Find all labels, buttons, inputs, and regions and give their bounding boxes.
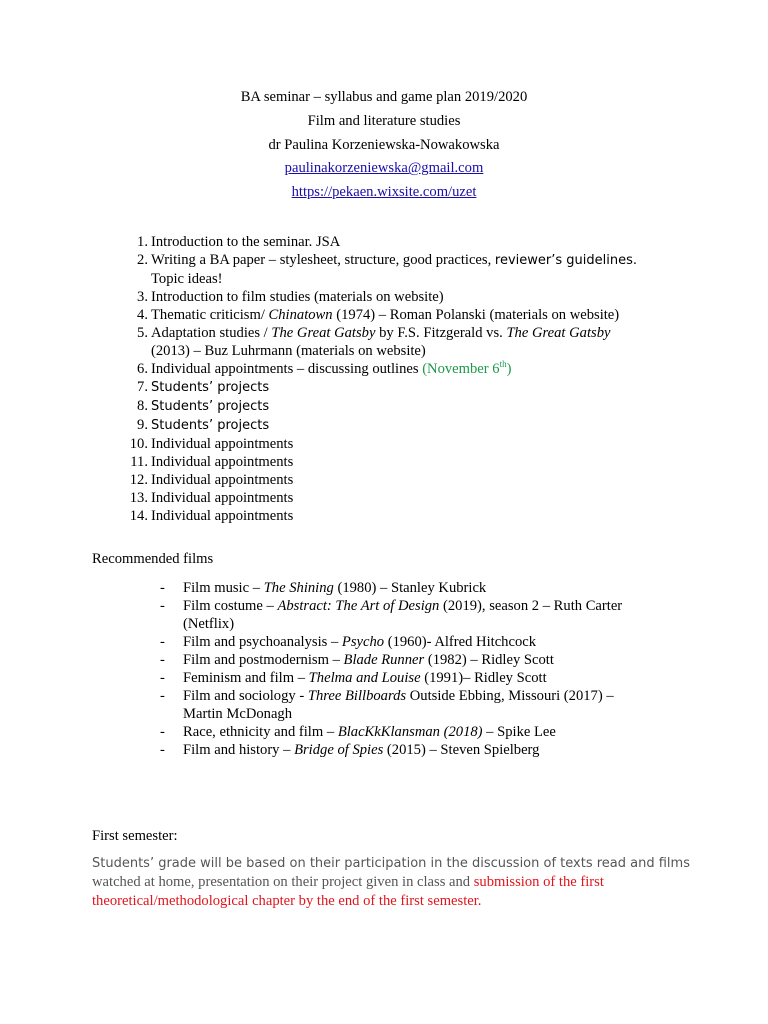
- film-list-item: [160, 597, 680, 633]
- film-title: The Great Gatsby: [506, 325, 611, 341]
- film-title: Bridge of Spies: [294, 742, 384, 758]
- schedule-item: [126, 233, 686, 251]
- item-number: 13.: [129, 490, 148, 506]
- dash-bullet: -: [160, 670, 165, 686]
- item-number: 5.: [137, 325, 148, 341]
- dash-bullet: -: [160, 652, 165, 668]
- dash-bullet: -: [160, 742, 165, 758]
- paragraph-text: Students’ grade will be based on their participation in the discussion of texts read and films: [92, 856, 690, 871]
- item-text: Outside Ebbing, Missouri (2017) –: [406, 688, 614, 704]
- item-number: 1.: [137, 234, 148, 250]
- item-text: (1960)- Alfred Hitchcock: [384, 634, 537, 650]
- item-number: 6.: [137, 361, 148, 377]
- film-list-item: [160, 579, 680, 597]
- date-text: (November 6: [422, 361, 500, 377]
- item-number: 10.: [129, 436, 148, 452]
- item-text: by F.S. Fitzgerald vs.: [375, 325, 507, 341]
- deadline-highlight: theoretical/methodological chapter by the end of the first semester.: [92, 893, 482, 909]
- item-text: Film and sociology -: [183, 688, 308, 704]
- item-number: 9.: [137, 417, 148, 433]
- item-text: Students’ projects: [151, 380, 270, 395]
- first-semester-heading: First semester:: [92, 828, 178, 844]
- schedule-item: [126, 397, 686, 416]
- dash-bullet: -: [160, 580, 165, 596]
- schedule-item: [126, 471, 686, 489]
- item-text-sans: reviewer’s guidelines.: [494, 253, 637, 268]
- item-number: 14.: [129, 508, 148, 524]
- item-text-line2: Topic ideas!: [151, 271, 223, 287]
- film-list-item: [160, 741, 680, 759]
- document-header: [0, 86, 768, 205]
- film-title: BlacKkKlansman (2018): [337, 724, 483, 740]
- item-number: 4.: [137, 307, 148, 323]
- item-text: Individual appointments: [151, 436, 294, 452]
- item-text: Film and history –: [183, 742, 295, 758]
- item-text: Thematic criticism/: [151, 307, 269, 323]
- dash-bullet: -: [160, 598, 165, 614]
- item-number: 8.: [137, 398, 148, 414]
- document-title: BA seminar – syllabus and game plan 2019/2020: [240, 89, 528, 105]
- film-title: Three Billboards: [307, 688, 407, 704]
- item-text: Individual appointments – discussing outlines: [151, 361, 423, 377]
- recommended-films-heading: Recommended films: [92, 551, 214, 567]
- schedule-item: [126, 435, 686, 453]
- schedule-item: [126, 453, 686, 471]
- film-title: Psycho: [341, 634, 385, 650]
- paragraph-text: watched at home, presentation on their project given in class and: [92, 874, 474, 890]
- book-title: The Great Gatsby: [271, 325, 376, 341]
- item-text: Film music –: [183, 580, 264, 596]
- item-text: Writing a BA paper – stylesheet, structure, good practices,: [151, 252, 495, 268]
- document-subtitle: Film and literature studies: [307, 112, 461, 129]
- date-suffix: th: [499, 359, 507, 369]
- item-text: (1974) – Roman Polanski (materials on website): [332, 307, 620, 323]
- date-highlight: [422, 361, 511, 377]
- film-title: The Shining: [263, 580, 334, 596]
- item-text: (1982) – Ridley Scott: [424, 652, 554, 668]
- item-number: 7.: [137, 379, 148, 395]
- dash-bullet: -: [160, 724, 165, 740]
- item-text-line2: Martin McDonagh: [183, 706, 293, 722]
- schedule-item: [126, 324, 686, 360]
- item-text: Film and psychoanalysis –: [183, 634, 342, 650]
- film-title: Blade Runner: [343, 652, 425, 668]
- film-title: Thelma and Louise: [308, 670, 421, 686]
- film-list-item: [160, 651, 680, 669]
- item-text: Film costume –: [183, 598, 278, 614]
- item-text: Film and postmodernism –: [183, 652, 344, 668]
- item-text: (1980) – Stanley Kubrick: [333, 580, 487, 596]
- item-text: Individual appointments: [151, 490, 294, 506]
- date-close: ): [506, 361, 512, 377]
- film-list-item: [160, 669, 680, 687]
- film-list-item: [160, 723, 680, 741]
- schedule-item: [126, 507, 686, 525]
- film-list-item: [160, 687, 680, 723]
- item-number: 3.: [137, 289, 148, 305]
- item-text: (2019), season 2 – Ruth Carter: [439, 598, 623, 614]
- dash-bullet: -: [160, 688, 165, 704]
- first-semester-paragraph: [92, 855, 692, 911]
- schedule-list: [126, 233, 686, 525]
- schedule-item: [126, 306, 686, 324]
- schedule-item: [126, 378, 686, 397]
- item-text: – Spike Lee: [482, 724, 556, 740]
- item-text: Introduction to the seminar. JSA: [151, 234, 341, 250]
- item-text: Individual appointments: [151, 454, 294, 470]
- author-name: dr Paulina Korzeniewska-Nowakowska: [268, 136, 500, 153]
- schedule-item: [126, 288, 686, 306]
- item-text: (1991)– Ridley Scott: [420, 670, 547, 686]
- email-link[interactable]: paulinakorzeniewska@gmail.com: [284, 160, 484, 177]
- item-number: 11.: [130, 454, 148, 470]
- item-text: Race, ethnicity and film –: [183, 724, 338, 740]
- schedule-item: [126, 416, 686, 435]
- film-title: Chinatown: [268, 307, 333, 323]
- recommended-films-list: [160, 579, 680, 759]
- item-text-line2: (2013) – Buz Luhrmann (materials on website): [151, 343, 426, 359]
- film-list-item: [160, 633, 680, 651]
- item-text: Introduction to film studies (materials on website): [151, 289, 444, 305]
- schedule-item: [126, 360, 686, 378]
- item-text: Students’ projects: [151, 399, 270, 414]
- item-number: 12.: [129, 472, 148, 488]
- item-text: Individual appointments: [151, 508, 294, 524]
- item-text-line2: (Netflix): [183, 616, 235, 632]
- schedule-item: [126, 251, 686, 288]
- website-link[interactable]: https://pekaen.wixsite.com/uzet: [291, 184, 477, 201]
- film-title: Abstract: The Art of Design: [277, 598, 440, 614]
- schedule-item: [126, 489, 686, 507]
- item-text: (2015) – Steven Spielberg: [383, 742, 540, 758]
- item-text: Adaptation studies /: [151, 325, 272, 341]
- item-text: Students’ projects: [151, 418, 270, 433]
- dash-bullet: -: [160, 634, 165, 650]
- item-number: 2.: [137, 252, 148, 268]
- deadline-highlight: submission of the first: [473, 874, 604, 890]
- item-text: Feminism and film –: [183, 670, 309, 686]
- item-text: Individual appointments: [151, 472, 294, 488]
